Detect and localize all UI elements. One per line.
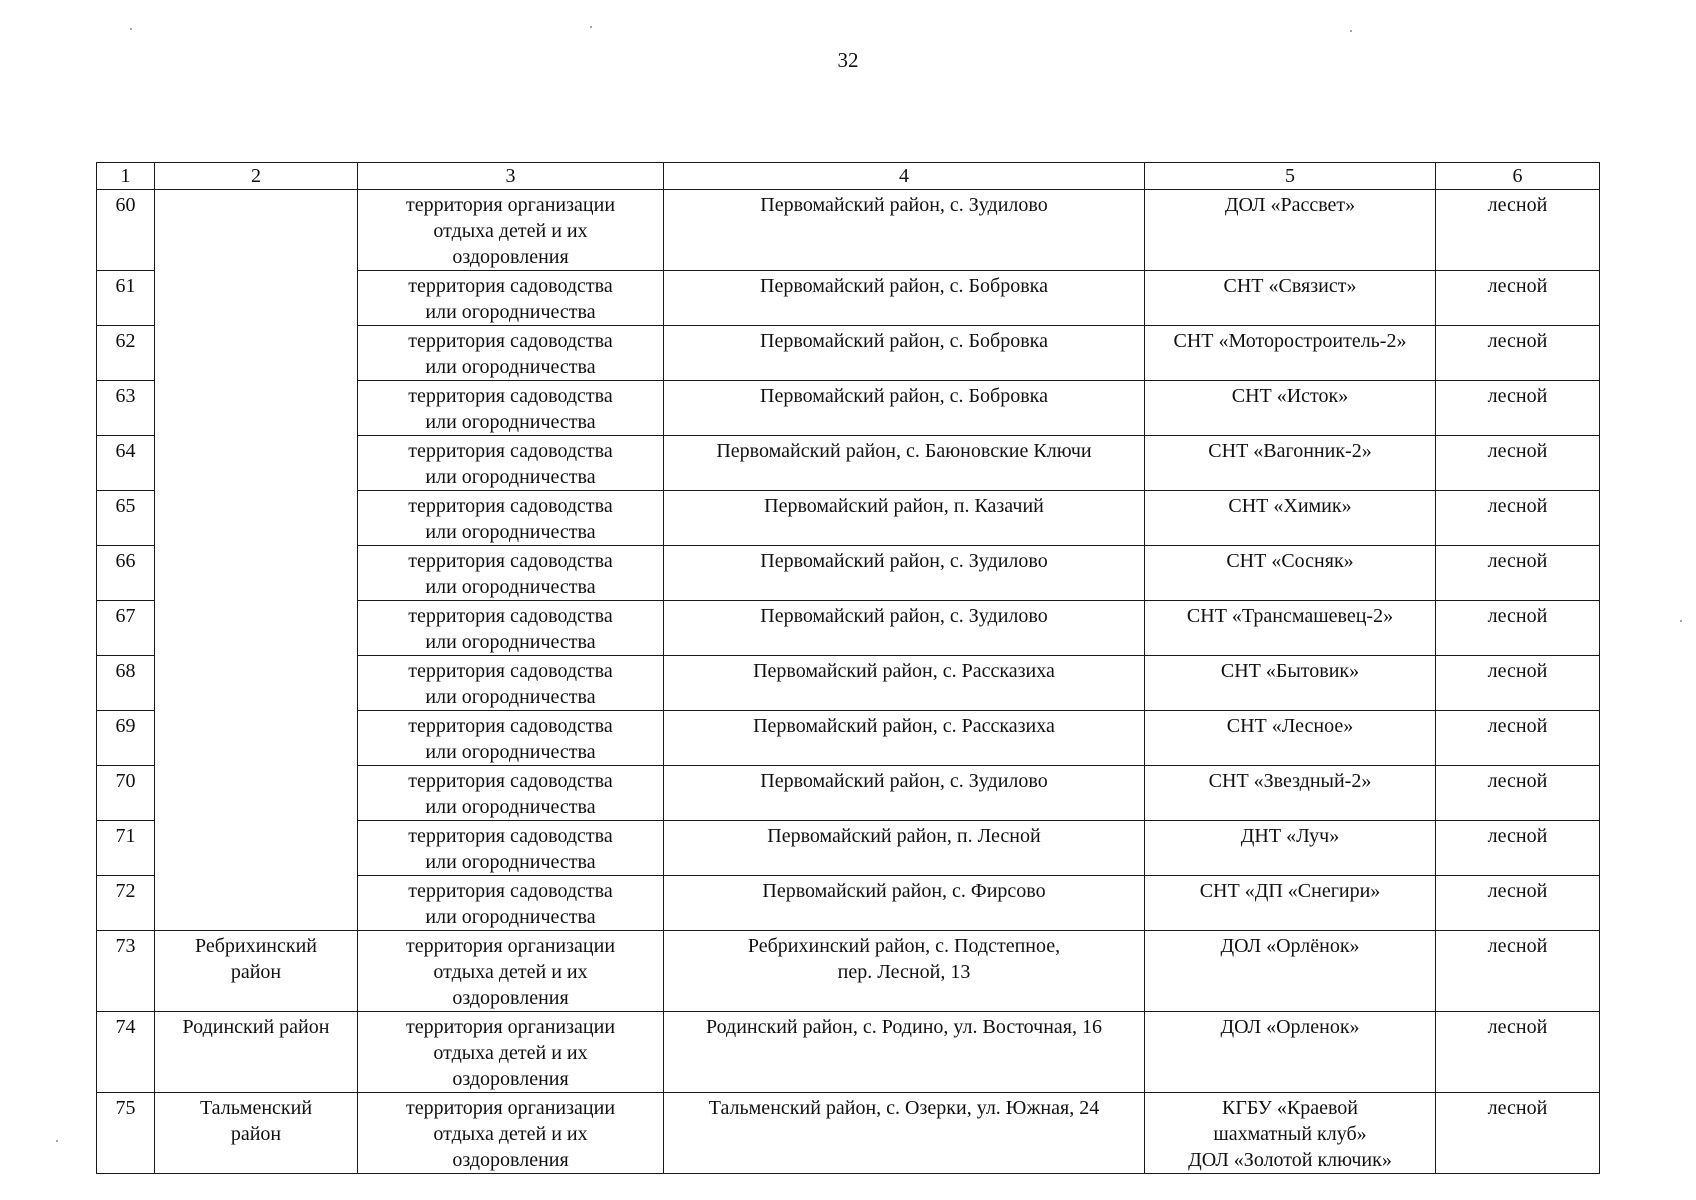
- territory-line: отдыха детей и их: [433, 961, 588, 983]
- territory-line: или огородничества: [425, 796, 596, 818]
- location-line: Первомайский район, с. Бобровка: [760, 385, 1048, 407]
- object-line: СНТ «ДП «Снегири»: [1199, 880, 1381, 902]
- location-cell: [664, 381, 1145, 436]
- territory-line: территория садоводства: [408, 330, 613, 352]
- location-line: Первомайский район, с. Зудилово: [760, 770, 1048, 792]
- territory-line: или огородничества: [425, 686, 596, 708]
- territory-line: или огородничества: [425, 411, 596, 433]
- district-line: Тальменский: [199, 1097, 313, 1119]
- row-number: 69: [97, 711, 155, 766]
- table-body: [97, 190, 1600, 1174]
- object-cell: [1145, 711, 1436, 766]
- object-cell: [1145, 326, 1436, 381]
- row-number: 67: [97, 601, 155, 656]
- location-line: Первомайский район, с. Бобровка: [760, 275, 1048, 297]
- object-cell: [1145, 1012, 1436, 1093]
- territory-line: территория организации: [405, 935, 616, 957]
- territory-line: территория садоводства: [408, 880, 613, 902]
- object-line: ДОЛ «Орлёнок»: [1220, 935, 1360, 957]
- location-line: Первомайский район, с. Фирсово: [762, 880, 1046, 902]
- type-cell: лесной: [1436, 656, 1600, 711]
- type-cell: лесной: [1436, 546, 1600, 601]
- type-cell: лесной: [1436, 601, 1600, 656]
- territory-line: территория садоводства: [408, 550, 613, 572]
- object-line: СНТ «Моторостроитель-2»: [1173, 330, 1407, 352]
- location-line: Первомайский район, с. Баюновские Ключи: [716, 440, 1092, 462]
- territory-cell: [358, 766, 664, 821]
- location-line: Первомайский район, с. Рассказиха: [753, 660, 1055, 682]
- territory-line: оздоровления: [452, 987, 569, 1009]
- scan-speck: [590, 26, 592, 28]
- territory-cell: [358, 271, 664, 326]
- territory-line: оздоровления: [452, 246, 569, 268]
- type-cell: лесной: [1436, 381, 1600, 436]
- object-cell: [1145, 601, 1436, 656]
- row-number: 68: [97, 656, 155, 711]
- object-cell: [1145, 190, 1436, 271]
- territory-line: территория садоводства: [408, 825, 613, 847]
- type-cell: лесной: [1436, 326, 1600, 381]
- scan-speck: [1350, 30, 1352, 32]
- row-number: 74: [97, 1012, 155, 1093]
- scan-speck: [56, 1140, 58, 1142]
- object-cell: [1145, 491, 1436, 546]
- territory-line: или огородничества: [425, 906, 596, 928]
- type-cell: лесной: [1436, 821, 1600, 876]
- row-number: 66: [97, 546, 155, 601]
- object-line: СНТ «Трансмашевец-2»: [1186, 605, 1394, 627]
- territory-cell: [358, 546, 664, 601]
- location-cell: [664, 271, 1145, 326]
- type-cell: лесной: [1436, 436, 1600, 491]
- location-line: Первомайский район, с. Бобровка: [760, 330, 1048, 352]
- header-col-3: 3: [358, 163, 664, 190]
- location-cell: [664, 1012, 1145, 1093]
- type-cell: лесной: [1436, 1093, 1600, 1174]
- header-row: [97, 163, 1600, 190]
- territory-line: территория организации: [405, 194, 616, 216]
- table-header: [97, 163, 1600, 190]
- object-line: СНТ «Лесное»: [1226, 715, 1354, 737]
- forest-territories-table: [96, 162, 1600, 1174]
- row-number: 64: [97, 436, 155, 491]
- territory-line: отдыха детей и их: [433, 1123, 588, 1145]
- territory-cell: [358, 1093, 664, 1174]
- object-cell: [1145, 381, 1436, 436]
- object-line: СНТ «Вагонник-2»: [1208, 440, 1372, 462]
- object-line: КГБУ «Краевой: [1222, 1097, 1358, 1119]
- territory-line: или огородничества: [425, 301, 596, 323]
- district-line: Родинский район: [182, 1016, 330, 1038]
- object-line: СНТ «Исток»: [1231, 385, 1349, 407]
- location-cell: [664, 190, 1145, 271]
- district-cell: [155, 1012, 358, 1093]
- object-line: ДНТ «Луч»: [1240, 825, 1340, 847]
- location-cell: [664, 931, 1145, 1012]
- object-cell: [1145, 656, 1436, 711]
- object-line: шахматный клуб»: [1213, 1123, 1367, 1145]
- row-number: 60: [97, 190, 155, 271]
- location-cell: [664, 436, 1145, 491]
- header-col-4: 4: [664, 163, 1145, 190]
- header-col-6: 6: [1436, 163, 1600, 190]
- district-line: район: [230, 961, 282, 983]
- territory-line: территория садоводства: [408, 605, 613, 627]
- type-cell: лесной: [1436, 190, 1600, 271]
- header-col-5: 5: [1145, 163, 1436, 190]
- header-col-1: 1: [97, 163, 155, 190]
- type-cell: лесной: [1436, 766, 1600, 821]
- table-row: [97, 1093, 1600, 1174]
- territory-cell: [358, 931, 664, 1012]
- table-row: [97, 1012, 1600, 1093]
- territory-line: или огородничества: [425, 631, 596, 653]
- district-line: район: [230, 1123, 282, 1145]
- district-cell: [155, 190, 358, 931]
- territory-line: территория садоводства: [408, 715, 613, 737]
- row-number: 61: [97, 271, 155, 326]
- territory-line: территория организации: [405, 1097, 616, 1119]
- location-cell: [664, 711, 1145, 766]
- territory-cell: [358, 711, 664, 766]
- territory-line: или огородничества: [425, 466, 596, 488]
- territory-cell: [358, 190, 664, 271]
- row-number: 75: [97, 1093, 155, 1174]
- scan-speck: [1680, 620, 1682, 622]
- location-line: Первомайский район, с. Рассказиха: [753, 715, 1055, 737]
- location-line: Первомайский район, с. Зудилово: [760, 550, 1048, 572]
- territory-line: территория садоводства: [408, 275, 613, 297]
- type-cell: лесной: [1436, 931, 1600, 1012]
- location-cell: [664, 876, 1145, 931]
- territory-line: территория садоводства: [408, 495, 613, 517]
- territory-line: или огородничества: [425, 521, 596, 543]
- object-cell: [1145, 1093, 1436, 1174]
- territory-cell: [358, 601, 664, 656]
- object-line: ДОЛ «Орленок»: [1220, 1016, 1360, 1038]
- territory-line: территория садоводства: [408, 440, 613, 462]
- object-line: ДОЛ «Золотой ключик»: [1188, 1149, 1392, 1171]
- territory-cell: [358, 876, 664, 931]
- page-number: 32: [837, 48, 859, 72]
- territory-line: территория организации: [405, 1016, 616, 1038]
- object-cell: [1145, 766, 1436, 821]
- location-line: Первомайский район, с. Зудилово: [760, 194, 1048, 216]
- row-number: 71: [97, 821, 155, 876]
- row-number: 72: [97, 876, 155, 931]
- location-line: пер. Лесной, 13: [837, 961, 971, 983]
- location-cell: [664, 766, 1145, 821]
- location-cell: [664, 546, 1145, 601]
- type-cell: лесной: [1436, 271, 1600, 326]
- row-number: 70: [97, 766, 155, 821]
- location-line: Первомайский район, с. Зудилово: [760, 605, 1048, 627]
- location-cell: [664, 601, 1145, 656]
- type-cell: лесной: [1436, 1012, 1600, 1093]
- location-cell: [664, 656, 1145, 711]
- header-col-2: 2: [155, 163, 358, 190]
- district-cell: [155, 1093, 358, 1174]
- object-cell: [1145, 931, 1436, 1012]
- territory-line: территория садоводства: [408, 385, 613, 407]
- row-number: 73: [97, 931, 155, 1012]
- territory-line: отдыха детей и их: [433, 1042, 588, 1064]
- district-cell: [155, 931, 358, 1012]
- object-line: СНТ «Звездный-2»: [1208, 770, 1372, 792]
- location-line: Первомайский район, п. Казачий: [764, 495, 1044, 517]
- object-cell: [1145, 876, 1436, 931]
- territory-cell: [358, 656, 664, 711]
- territory-cell: [358, 326, 664, 381]
- location-line: Первомайский район, п. Лесной: [767, 825, 1041, 847]
- territory-line: или огородничества: [425, 741, 596, 763]
- type-cell: лесной: [1436, 491, 1600, 546]
- territory-line: оздоровления: [452, 1068, 569, 1090]
- type-cell: лесной: [1436, 876, 1600, 931]
- table-row: [97, 931, 1600, 1012]
- object-cell: [1145, 821, 1436, 876]
- location-cell: [664, 326, 1145, 381]
- territory-cell: [358, 436, 664, 491]
- territory-cell: [358, 1012, 664, 1093]
- territory-cell: [358, 491, 664, 546]
- territory-cell: [358, 381, 664, 436]
- scan-speck: [130, 28, 132, 30]
- location-cell: [664, 821, 1145, 876]
- location-cell: [664, 1093, 1145, 1174]
- object-cell: [1145, 546, 1436, 601]
- object-line: СНТ «Химик»: [1228, 495, 1352, 517]
- object-line: СНТ «Сосняк»: [1226, 550, 1354, 572]
- object-cell: [1145, 271, 1436, 326]
- territory-line: оздоровления: [452, 1149, 569, 1171]
- location-line: Тальменский район, с. Озерки, ул. Южная, 24: [708, 1097, 1100, 1119]
- territory-line: или огородничества: [425, 576, 596, 598]
- location-cell: [664, 491, 1145, 546]
- object-line: ДОЛ «Рассвет»: [1224, 194, 1356, 216]
- territory-line: или огородничества: [425, 356, 596, 378]
- location-line: Родинский район, с. Родино, ул. Восточная, 16: [705, 1016, 1103, 1038]
- object-cell: [1145, 436, 1436, 491]
- object-line: СНТ «Бытовик»: [1220, 660, 1360, 682]
- territory-line: территория садоводства: [408, 660, 613, 682]
- territory-cell: [358, 821, 664, 876]
- territory-line: отдыха детей и их: [433, 220, 588, 242]
- row-number: 65: [97, 491, 155, 546]
- type-cell: лесной: [1436, 711, 1600, 766]
- object-line: СНТ «Связист»: [1223, 275, 1357, 297]
- row-number: 63: [97, 381, 155, 436]
- table-row: [97, 190, 1600, 271]
- row-number: 62: [97, 326, 155, 381]
- district-line: Ребрихинский: [194, 935, 318, 957]
- location-line: Ребрихинский район, с. Подстепное,: [747, 935, 1061, 957]
- territory-line: или огородничества: [425, 851, 596, 873]
- territory-line: территория садоводства: [408, 770, 613, 792]
